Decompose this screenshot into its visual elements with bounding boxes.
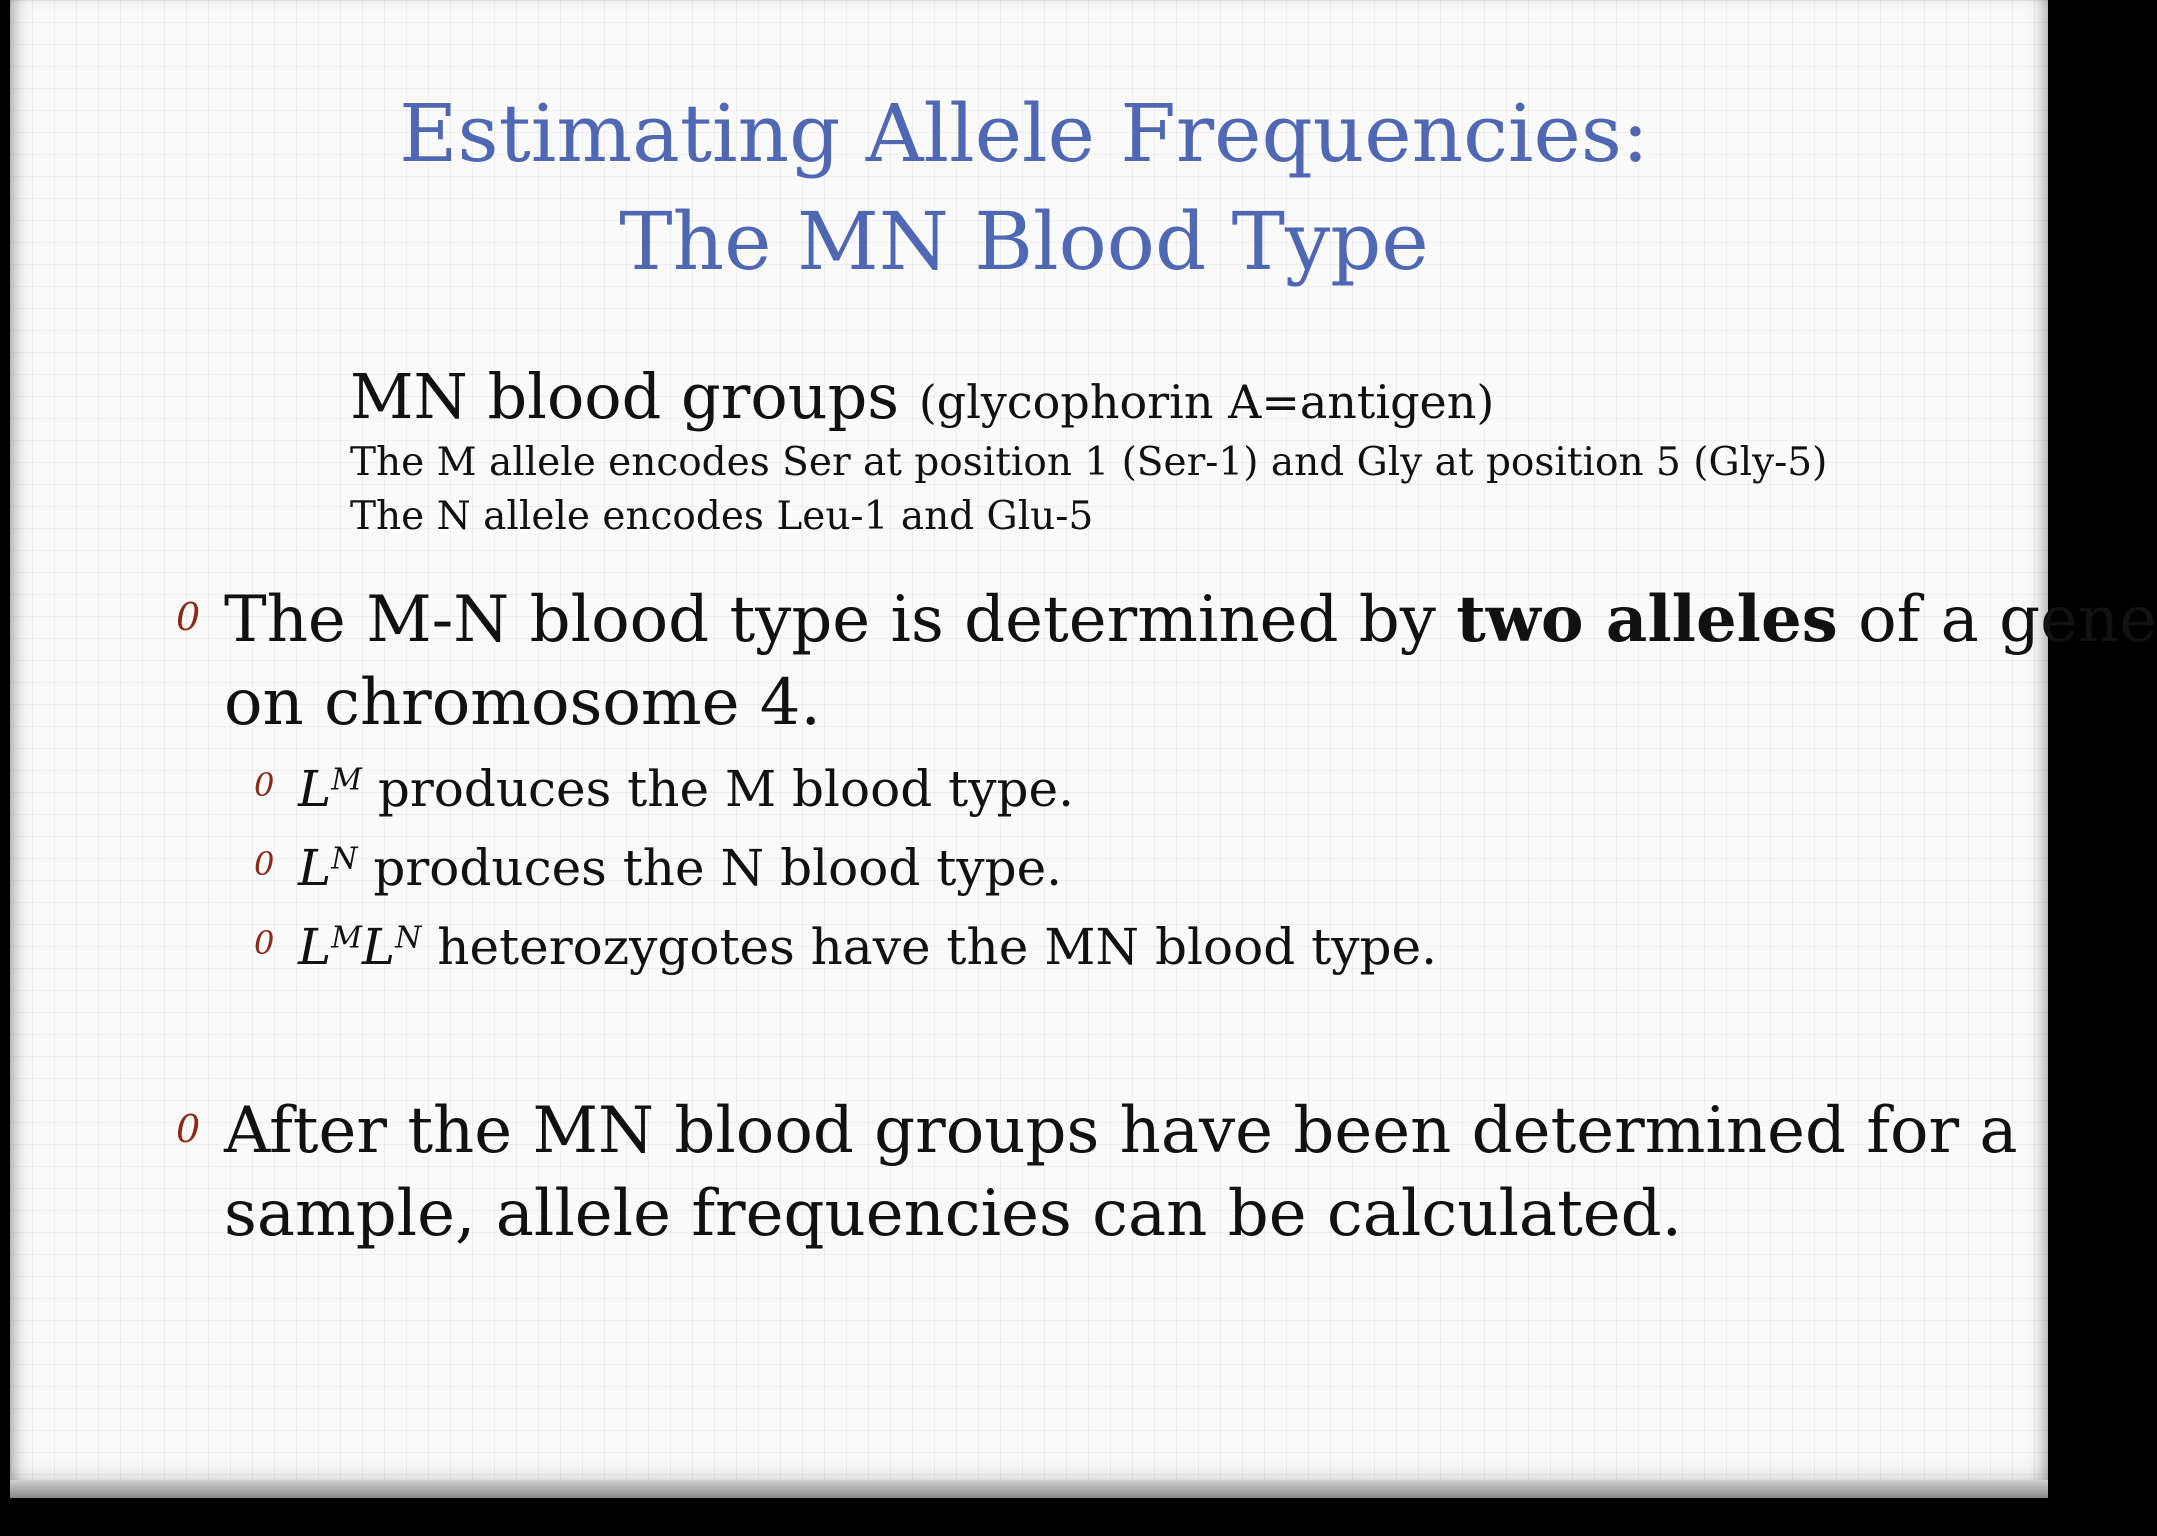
allele-symbol: L <box>298 760 332 818</box>
allele-superscript: M <box>331 762 362 798</box>
bullet-bold-text: two alleles <box>1456 582 1838 657</box>
bullet-text: of a gene <box>1837 583 2157 657</box>
m-allele-line: The M allele encodes Ser at position 1 (Ser-1) and Gly at position 5 (Gly-5) <box>350 440 1828 485</box>
n-allele-line: The N allele encodes Leu-1 and Glu-5 <box>350 494 1094 539</box>
bullet-line-2: sample, allele frequencies can be calculated. <box>224 1177 1682 1251</box>
bullet-allele-frequencies <box>176 1090 2018 1256</box>
bullet-line-2: on chromosome 4. <box>224 666 821 740</box>
slide-title <box>0 80 2048 296</box>
sub-bullet-lm <box>254 758 1074 820</box>
bullet-two-alleles <box>176 578 2157 745</box>
bullet-text: The M-N blood type is determined by <box>224 583 1457 657</box>
sub-bullet-icon: 0 <box>254 845 275 883</box>
allele-symbol: L <box>298 839 332 897</box>
sub-bullet-icon: 0 <box>254 766 275 804</box>
title-line-2: The MN Blood Type <box>619 195 1429 288</box>
allele-superscript: N <box>331 841 358 877</box>
allele-symbol: L <box>361 918 396 976</box>
allele-superscript: N <box>395 920 422 956</box>
sub-bullet-icon: 0 <box>254 924 275 962</box>
bullet-icon: 0 <box>176 1107 201 1151</box>
bullet-line-1 <box>224 578 2157 662</box>
slide-bottom-edge <box>10 1480 2048 1498</box>
mn-blood-groups-heading <box>350 360 1494 433</box>
sub-bullet-lmln <box>254 916 1437 978</box>
sub-bullet-text: produces the N blood type. <box>357 839 1063 897</box>
bullet-icon: 0 <box>176 595 201 639</box>
mn-heading-paren: (glycophorin A=antigen) <box>918 375 1495 429</box>
mn-heading-text: MN blood groups <box>350 360 900 433</box>
title-line-1: Estimating Allele Frequencies: <box>399 87 1649 180</box>
sub-bullet-text: heterozygotes have the MN blood type. <box>421 918 1437 976</box>
bullet-line-1: After the MN blood groups have been determined for a <box>224 1094 2018 1168</box>
allele-symbol: L <box>298 918 332 976</box>
sub-bullet-ln <box>254 837 1063 899</box>
allele-superscript: M <box>331 920 362 956</box>
sub-bullet-text: produces the M blood type. <box>361 760 1074 818</box>
